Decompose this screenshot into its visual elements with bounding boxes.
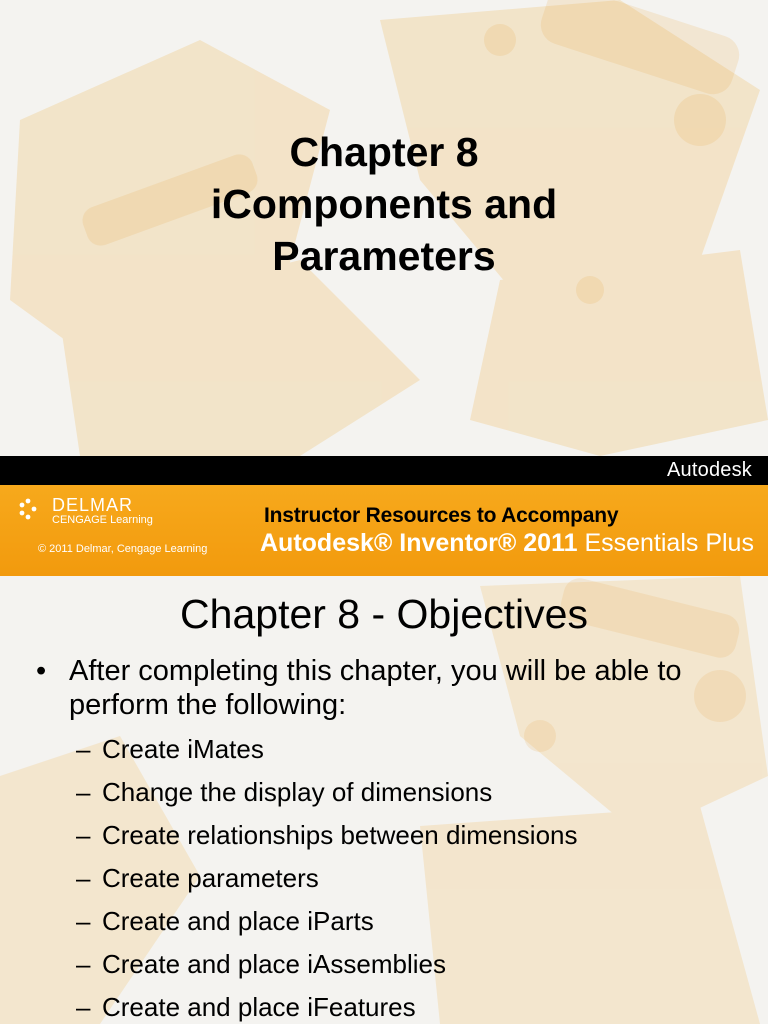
dash-marker: – [76, 949, 91, 979]
objectives-title: Chapter 8 - Objectives [180, 591, 588, 637]
list-item [76, 900, 756, 943]
objective-text: Create iMates [102, 734, 264, 764]
autodesk-logo: Autodesk [667, 459, 752, 481]
objective-sublist [36, 728, 756, 1024]
objective-text: Create parameters [102, 863, 319, 893]
list-item [36, 654, 756, 722]
dash-marker: – [76, 777, 91, 807]
copyright-text: © 2011 Delmar, Cengage Learning [38, 543, 208, 555]
list-item [76, 771, 756, 814]
title-slide [0, 0, 768, 456]
objective-text: Change the display of dimensions [102, 777, 493, 807]
dash-marker: – [76, 906, 91, 936]
delmar-mark-icon [16, 497, 46, 527]
list-item [76, 943, 756, 986]
objective-text: Create and place iAssemblies [102, 949, 446, 979]
list-item [76, 814, 756, 857]
dash-marker: – [76, 820, 91, 850]
dash-marker: – [76, 863, 91, 893]
autodesk-bar [0, 456, 768, 485]
slide-title [0, 126, 768, 282]
product-name-bold: Autodesk® Inventor® 2011 [260, 529, 578, 557]
list-item [76, 728, 756, 771]
title-line: iComponents and [210, 181, 558, 227]
list-item [76, 857, 756, 900]
intro-text: After completing this chapter, you will be able to perform the following: [69, 655, 682, 721]
bullet-marker: • [36, 655, 47, 687]
objective-text: Create and place iParts [102, 906, 374, 936]
list-item [76, 986, 756, 1024]
instructor-heading: Instructor Resources to Accompany [264, 504, 619, 527]
publisher-sub: CENGAGE Learning [52, 514, 153, 526]
objectives-list [36, 654, 756, 1024]
dash-marker: – [76, 992, 91, 1022]
publisher-banner [0, 485, 768, 576]
dash-marker: – [76, 734, 91, 764]
product-name-rest: Essentials Plus [577, 529, 754, 557]
title-line: Chapter 8 [289, 129, 479, 175]
objective-text: Create and place iFeatures [102, 992, 416, 1022]
title-line: Parameters [272, 233, 496, 279]
objective-text: Create relationships between dimensions [102, 820, 578, 850]
product-name [260, 529, 754, 558]
objectives-slide [0, 576, 768, 1024]
publisher-name: DELMAR [52, 495, 134, 515]
